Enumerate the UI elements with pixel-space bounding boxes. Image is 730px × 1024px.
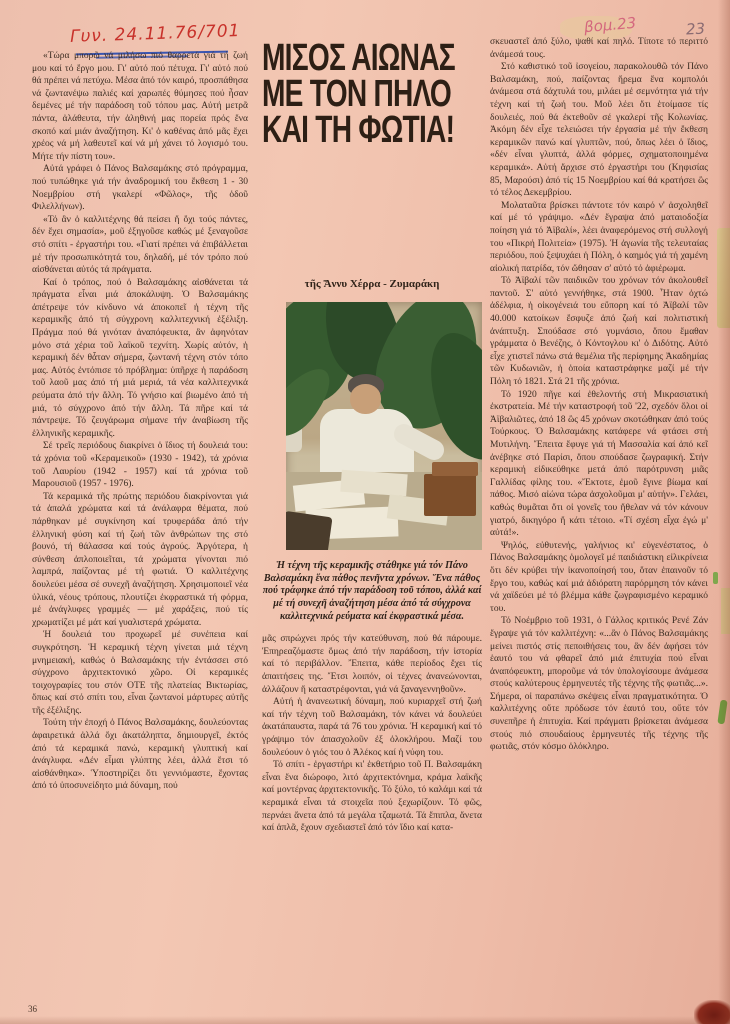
handwritten-page-annotation: 23 <box>685 19 706 39</box>
photo-book-stack <box>432 462 478 476</box>
artist-figure-head <box>350 384 381 414</box>
article-column-left <box>32 50 248 1002</box>
article-column-right <box>490 36 708 1010</box>
photo-caption: Ἡ τέχνη τῆς κεραμικῆς στάθηκε γιά τόν Πάνο Βαλσαμάκη ἕνα πάθος πενῆντα χρόνων. Ἕνα πάθος πού τράφηκε ἀπό τήν παράδοση τοῦ τόπου, ἀλλά καί μέ τή συνεχῆ ἀναζήτηση μέσα ἀπό τά σύγχρονα καλλιτεχνικά ρεύματα καί ἐκφραστικά μέσα. <box>262 560 482 622</box>
title-line: ΚΑΙ ΤΗ ΦΩΤΙΑ! <box>262 109 455 152</box>
article-paragraph: Τό Νοέμβριο τοῦ 1931, ὁ Γάλλος κριτικός Ρενέ Ζάν ἔγραψε γιά τόν καλλιτέχνη: «...ἂν ὁ Πάνος Βαλσαμάκης μείνει πιστός στίς πεποιθήσεις του, ἂν δέν ἀφήσει τόν ἑαυτό του νά φθαρεῖ ἀπό μιά ἐπιτυχία πού εἶναι ἀναπόφευκτη, μποροῦμε νά τόν ὑπολογίσουμε ἀνάμεσα στούς καλύτερους ἑρμηνευτές τῆς τέχνης τῆς φωτιᾶς...». Σήμερα, οἱ παραπάνω σκέψεις εἶναι πραγματικότητα. Ὁ καλλιτέχνης οὔτε πρόδωσε τόν ἑαυτό του, οὔτε τόν συνεπῆρε ἡ ἐπιτυχία. Καί πράγματι βρίσκεται ἀνάμεσα στούς πιό σπουδαίους ἑρμηνευτές τῆς τέχνης τῆς φωτιᾶς, στόν κόσμο ὁλόκληρο. <box>490 616 708 753</box>
photo-shadow <box>286 511 333 550</box>
handwritten-date-annotation: Γυν. 24.11.76/701 <box>69 21 241 47</box>
article-title <box>262 40 455 152</box>
article-paragraph: Αὐτή ἡ ἀνανεωτική δύναμη, πού κυριαρχεῖ στή ζωή καί τήν τέχνη τοῦ Βαλσαμάκη, τόν κάνει νά δουλεύει ἀκατάπαυστα, παρά τά 76 του χρόνια. Ἡ κεραμική καί τό γράψιμο τόν ἀπασχολοῦν ἐξ ὁλοκλήρου. Μαζί του δουλεύουν ὁ γιός του ὁ Ἀλέκος καί ἡ νύφη του. <box>262 697 482 758</box>
article-paragraph: Τό Ἀϊβαλί τῶν παιδικῶν του χρόνων τόν ἀκολουθεῖ παντοῦ. Σ' αὐτό γεννήθηκε, στά 1900. Ἦταν ὀχτώ ἀδέλφια, ἡ οἰκογένειά του εὔπορη καί τό Ἀϊβαλί τῶν 40.000 κατοίκων ἔσφυζε ἀπό ζωή καί πολιτιστική ἀνάπτυξη. Σπούδασε στό γυμνάσιο, ὅπου ἔμαθαν γράμματα ὁ Βενέζης, ὁ Κόντογλου κι' ὁ Διδότης. Αὐτό εἶχε χτιστεῖ πάνω στά θεμέλια τῆς περίφημης Ἀκαδημίας τῶν Κυδωνιῶν, ἡ ὁποία καταστράφηκε μαζί μέ τήν Πόλη τό 1821. Στά 21 τῆς χρόνια. <box>490 276 708 388</box>
article-paragraph: Τούτη τήν ἐποχή ὁ Πάνος Βαλσαμάκης, δουλεύοντας ἀφαιρετικά ἀλλά ὄχι ἀκατάληπτα, δημιουργεῖ, ἐκτός ἀπό τά κεραμικά πανώ, κεραμική γλυπτική καί ἀνάγλυφα. «Δέν εἶμαι γλύπτης λέει, ἀλλά ἔτσι τό αἰσθάνθηκα». Ὑποστηρίζει ὅτι γεννιόμαστε, ἔχοντας ἀπό τό ὑποσυνείδητο μιά δύναμη, πού <box>32 718 248 792</box>
article-paragraph: Τό 1920 πῆγε καί ἐθελοντής στή Μικρασιατική ἐκστρατεία. Μέ τήν καταστροφή τοῦ '22, σχεδόν ὅλοι οἱ Ἀϊβαλιῶτες, ἀπό 18 ὣς 45 χρόνων σκοτώθηκαν ἀπό τούς Τούρκους. Ὁ Βαλσαμάκης κατάφερε νά φτάσει στή Μυτιλήνη. Ἔπειτα ἔφυγε γιά τή Μασσαλία καί ἀπό κεῖ ἀνέβηκε στό Παρίσι, ὅπου σπούδασε ζωγραφική. Στήν κεραμική εἰδικεύθηκε μετά ἀπό παρότρυνση μιᾶς Γαλλίδας φίλης του. «Ἔκτοτε, ἐμοῦ ἔγινε βίωμα καί πάθος. Μισό αἰώνα τώρα ἀσχολοῦμαι μ' αὐτήν». Γελάει, καθώς θυμᾶται ὅτι οἱ γονεῖς του ἤθελαν νά τόν κάνουν γιατρό, δικηγόρο ἤ κάτι τέτοιο. «Τί σχέση εἶχα ἐγώ μ' αὐτά!». <box>490 389 708 539</box>
article-paragraph: μᾶς σπρώχνει πρός τήν κατεύθυνση, πού θά πάρουμε. Ἐπηρεαζόμαστε ὅμως ἀπό τήν παράδοση, τήν ἱστορία καί τό περιβάλλον. Ἔπειτα, κάθε περίοδος ἔχει τίς ἀπαιτήσεις της. Ἔτσι λοιπόν, οἱ τέχνες ἀνανεώνονται, ἀλλάζουν ἤ καταστρέφονται, γιά νά ξαναγεννηθοῦν». <box>262 634 482 695</box>
title-line: ΜΙΣΟΣ ΑΙΩΝΑΣ <box>262 40 455 79</box>
article-paragraph: σκευαστεῖ ἀπό ξύλο, ψαθί καί πηλό. Τίποτε τό περιττό ἀνάμεσά τους. <box>490 37 708 60</box>
article-paragraph: Καί ὁ τρόπος, πού ὁ Βαλσαμάκης αἰσθάνεται τά πράγματα εἶναι μιά ἀποκάλυψη. Ὁ Βαλσαμάκης ἀπέτρεψε τόν κίνδυνο νά ἀποκοπεῖ ἡ τέχνη τῆς κεραμικῆς ἀπό τή σύγχρονη καλλιτεχνική ἐξέλιξη. Πράγμα πού θά γινόταν ἀναπόφευκτα, ἂν ἀφηνόταν μόνο στά χέρια τοῦ λαϊκοῦ τεχνίτη. Χωρίς αὐτόν, ἡ κεραμική δέν θἆταν σήμερα, ζωντανή τέχνη στόν τόπο μας. Αὐτός ἐντόπισε τό πρόβλημα: ὑπῆρχε ἡ παράδοση τοῦ λαοῦ μας ἀπό τή μιά μεριά, τά νέα καλλιτεχνικά ρεύματα ἀπό τήν ἄλλη. Τό γνήσιο καί βιωμένο ἀπό τή μιά, τό σύγχρονο ἀπό τήν ἄλλη. Τά πῆρε καί τά πάντρεψε. Τό ζευγάρωμα σήμανε τήν ἀναβίωση τῆς ἑλληνικῆς κεραμικῆς. <box>32 277 248 439</box>
byline: τῆς Ἄννυ Χέρρα - Ζυμαράκη <box>304 278 440 291</box>
article-paragraph: Στό καθιστικό τοῦ ἰσογείου, παρακολουθῶ τόν Πάνο Βαλσαμάκη, πού, παίζοντας ἤρεμα ἕνα κομπολόι ἀνάμεσα στά δάχτυλά του, μιλάει μέ σεμνότητα γιά τήν τέχνη καί τή ζωή του. Μοῦ λέει ὅτι ἑτοίμασε τίς δουλειές, πού θά ἐκτεθοῦν σέ γκαλερί τῆς Κολωνίας. Ἀκόμη δέν εἶχε τελειώσει τήν ἐργασία μέ τήν ἔκθεση κεραμικῶν πανώ καί γλυπτῶν, πού, ὅπως λέει ὁ ἴδιος, «δέν εἶναι γλυπτά, ἀλλά φόρμες, σχηματοποιημένα κεραμικά». Αὐτή ἄρχισε στό ἐργαστήρι του (Κηφισίας 85, Μαρούσι) ἀπό τίς 15 Νοεμβρίου καί θά κρατήσει ὣς τό τέλος Δεκεμβρίου. <box>490 62 708 199</box>
article-paragraph: Τό σπίτι - ἐργαστήρι κι' ἐκθετήριο τοῦ Π. Βαλσαμάκη εἶναι ἕνα διώροφο, λιτό ἀρχιτεκτόνημα, κράμα λαϊκῆς καί μοντέρνας ἀρχιτεκτονικῆς. Τό ξύλο, τό καλάμι καί τά κεραμικά εἶναι τά στοιχεῖα πού ξεχωρίζουν. Τό φῶς, περνάει ἄνετα ἀπό τά μεγάλα τζαμωτά. Τά ἔπιπλα, ἄνετα καί ἁπλᾶ, ἔχουν σχεδιαστεῖ ἀπό τόν ἴδιο καί κατα- <box>262 760 482 834</box>
article-paragraph: Τά κεραμικά τῆς πρώτης περιόδου διακρίνονται γιά τά ἁπαλά χρώματα καί τά ἀνάλαφρα θέματα, πού πάρθηκαν μέ συγκίνηση καί τρυφεράδα ἀπό τήν ἑλληνική φύση καί τή ζωή τῶν ἀνθρώπων της στό βουνό, τή θάλασσα καί τούς ἀγρούς. Ἀργότερα, ἡ σύνθεση ἁπλοποιεῖται, τά χρώματα γίνονται πιό λαμπρά, παίζοντας μέ τή φωτιά. Ὁ καλλιτέχνης δουλεύει μέσα σέ συνεχῆ ἀναζήτηση. Χρησιμοποιεῖ νέα ὑλικά, νέους τρόπους, πλουτίζει ἐκφραστικά τή φόρμα, μέ ἀνάγλυφες γραμμές — μέ χαράξεις, πού τίς χρωματίζει μέ μάτ καί γυαλιστερά χρώματα. <box>32 491 248 628</box>
article-paragraph: «Τό ἂν ὁ καλλιτέχνης θά πείσει ἤ ὄχι τούς πάντες, δέν ἔχει σημασία», μοῦ ἐξηγοῦσε καθώς μέ ξεναγοῦσε στό σπίτι - ἐργαστήρι του. «Γιατί πρέπει νά ἐπιβάλλεται μέ τήν προσωπικότητά του, δηλαδή, μέ τόν τρόπο πού αἰσθάνεται αὐτός τά πράγματα. <box>32 214 248 276</box>
article-column-middle <box>262 40 482 1018</box>
article-paragraph: Ψηλός, εὐθυτενής, γαλήνιος κι' εὐγενέστατος, ὁ Πάνος Βαλσαμάκης ὁμολογεῖ μέ παιδιάστικη εἰλικρίνεια ὅτι δέν κρύβει τήν ἱκανοποίησή του, ὅταν ἐπαινοῦν τό ἔργο του, καθώς καί μιά ἀδιόρατη παρόρμηση τόν κάνει νά χαϊδεύει μέ τό βλέμμα κάθε ζωγραφισμένο κεραμικό του. <box>490 540 708 614</box>
article-paragraph: Σέ τρεῖς περιόδους διακρίνει ὁ ἴδιος τή δουλειά του: τά χρόνια τοῦ «Κεραμεικοῦ» (1930 - 1942), τά χρόνια τοῦ Λαυρίου (1942 - 1957) καί τά χρόνια τοῦ Μαρουσιοῦ (1957 - 1976). <box>32 441 248 490</box>
page-edge-shadow <box>718 0 730 1024</box>
article-photo <box>286 302 482 550</box>
article-paragraph: «Τώρα μπορῶ νά μιλήσω πιό θαρρετά γιά τή ζωή μου καί τό ἔργο μου. Γι' αὐτό πού πέτυχα. Γι' αὐτό πού θά πρέπει νά πετύχω. Μέσα ἀπό τόν καιρό, προσπάθησα νά ζωντανέψω παλιές καί χαρωπές θύμησες πού ἦσαν δεμένες μέ τήν παράδοση τοῦ τόπου μας. Αὐτή μετρᾶ πάντα, ἀλάθευτα, τήν ἀληθινή μας πορεία πρός ἕνα σκοπό καί μιάν ἀναζήτηση. Κι' ὁ καθένας ἀπό μᾶς ἔχει χρέος νά μή λαθευτεῖ καί νά μή χάνει τό λογισμό του. Μήτε τήν πίστη του». <box>32 51 248 162</box>
article-paragraph: Μολαταῦτα βρίσκει πάντοτε τόν καιρό ν' ἀσχοληθεῖ καί μέ τό γράψιμο. «Δέν ἔγραψα ἀπό ματαιοδοξία ποίηση γιά τό Ἀϊβαλί», λέει ἀναφερόμενος στή συλλογή του «Πικρή Πολιτεία» (1975). Ἡ ἀγωνία τῆς τελευταίας περιόδου, πού ξεψυχάει ἡ Πόλη, ὁ καημός γιά τή χαμένη αἰολική πατρίδα, τόν ὤθησαν σ' αὐτό τό ἀφιέρωμα. <box>490 200 708 274</box>
page-number: 36 <box>28 1004 37 1014</box>
article-paragraph: Αὐτά γράφει ὁ Πάνος Βαλσαμάκης στό πρόγραμμα, πού τυπώθηκε γιά τήν ἀναδρομική του ἔκθεση 1 - 30 Νοεμβρίου στή γκαλερί «Φῶλος», τῆς ὁδοῦ Φιλελλήνων). <box>32 164 248 213</box>
handwritten-code-annotation: βομ.23 <box>583 13 637 37</box>
photo-book-stack <box>424 474 476 516</box>
title-line: ΜΕ ΤΟΝ ΠΗΛΟ <box>262 73 452 116</box>
article-paragraph: Ἡ δουλειά του προχωρεῖ μέ συνέπεια καί συγκρότηση. Ἡ κεραμική τέχνη γίνεται μιά τέχνη μνημειακή, καθώς ὁ Βαλσαμάκης τήν ἐντάσσει στό σύγχρονο ἀρχιτεκτονικό χῶρο. Οἱ κεραμικές τοιχογραφίες του στόν ΟΤΕ τῆς πλατείας Βικτωρίας, ὅπως καί στό σπίτι του, εἶναι ζωντανοί μάρτυρες αὐτῆς τῆς ἐξέλιξης. <box>32 630 248 716</box>
article-column-middle-body <box>262 633 482 835</box>
